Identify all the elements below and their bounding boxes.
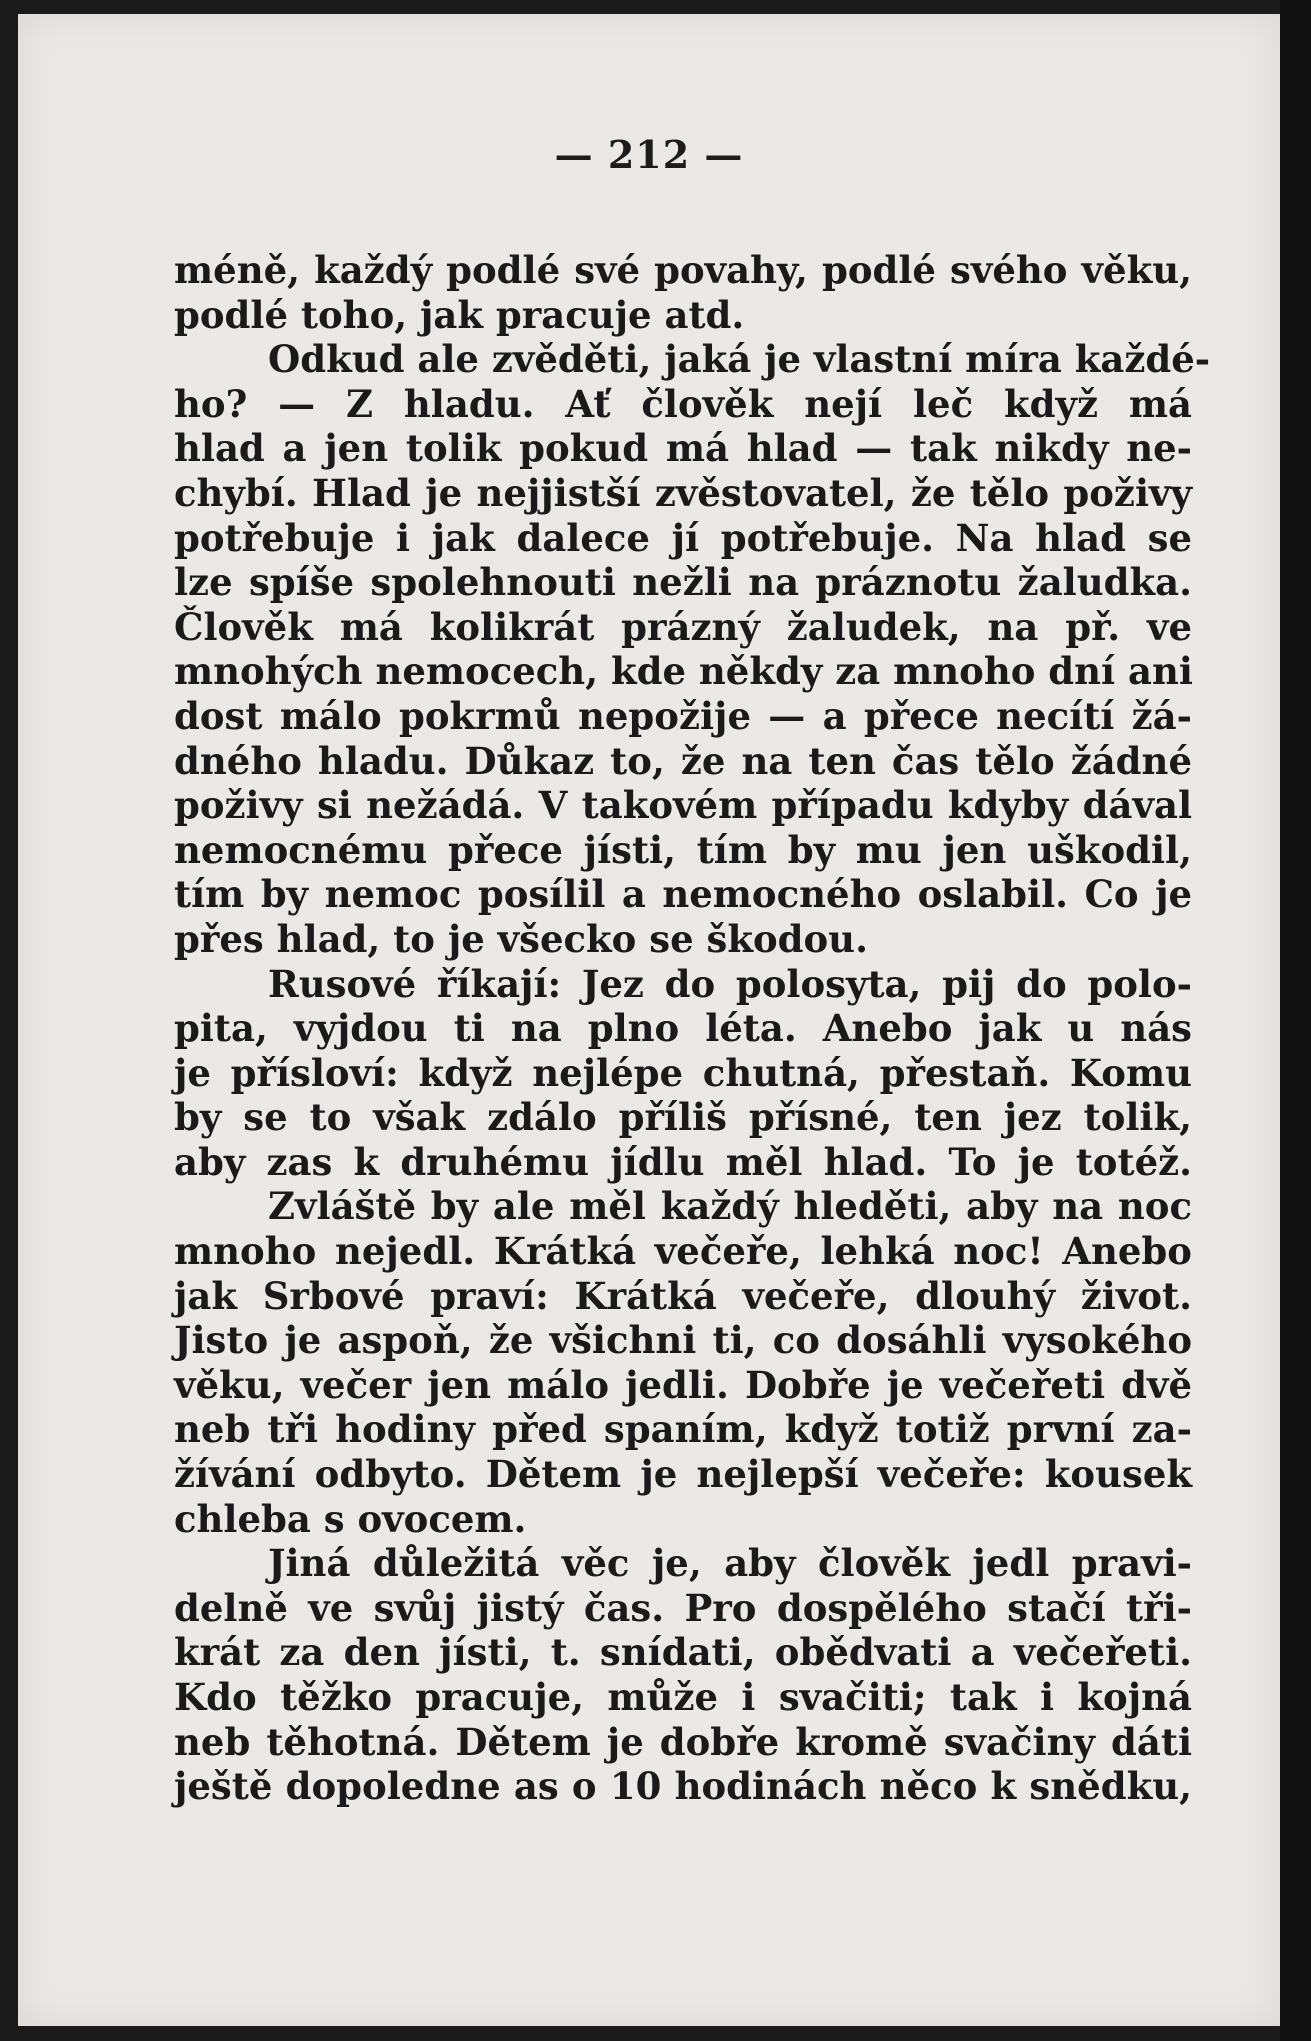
text-line: věku, večer jen málo jedli. Dobře je večeřeti dvě <box>174 1362 1192 1407</box>
text-line: pita, vyjdou ti na plno léta. Anebo jak u nás <box>174 1006 1192 1051</box>
body-text <box>174 248 1211 1809</box>
text-line: Odkud ale zvěděti, jaká je vlastní míra každé- <box>268 337 1211 382</box>
text-line: neb těhotná. Dětem je dobře kromě svačiny dáti <box>174 1719 1192 1764</box>
book-page <box>18 14 1280 2026</box>
text-line: poživy si nežádá. V takovém případu kdyby dával <box>174 783 1192 828</box>
text-line: je přísloví: když nejlépe chutná, přestaň. Komu <box>174 1050 1192 1095</box>
text-line: méně, každý podlé své povahy, podlé svého věku, <box>174 248 1192 292</box>
text-line: hlad a jen tolik pokud má hlad — tak nikdy ne- <box>174 426 1192 471</box>
text-line: tím by nemoc posílil a nemocného oslabil. Co je <box>174 872 1192 917</box>
text-line: jak Srbové praví: Krátká večeře, dlouhý život. <box>174 1273 1192 1318</box>
text-line: Jiná důležitá věc je, aby člověk jedl pravi- <box>268 1541 1192 1586</box>
text-line: podlé toho, jak pracuje atd. <box>174 292 745 337</box>
text-line: Člověk má kolikrát prázný žaludek, na př. ve <box>174 604 1192 649</box>
text-line: neb tři hodiny před spaním, když totiž první za- <box>174 1407 1192 1452</box>
text-line: krát za den jísti, t. snídati, obědvati a večeřeti. <box>174 1630 1192 1675</box>
text-line: delně ve svůj jistý čas. Pro dospělého stačí tři- <box>174 1585 1192 1630</box>
text-line: mnoho nejedl. Krátká večeře, lehká noc! Anebo <box>174 1229 1192 1274</box>
text-line: nemocnému přece jísti, tím by mu jen uškodil, <box>174 827 1192 872</box>
text-line: chybí. Hlad je nejjistší zvěstovatel, že tělo poživy <box>174 470 1192 515</box>
text-line: Jisto je aspoň, že všichni ti, co dosáhli vysokého <box>174 1318 1192 1363</box>
text-line: lze spíše spolehnouti nežli na práznotu žaludka. <box>174 560 1192 605</box>
text-line: Zvláště by ale měl každý hleděti, aby na noc <box>268 1184 1192 1229</box>
text-line: aby zas k druhému jídlu měl hlad. To je totéž. <box>174 1139 1192 1184</box>
text-line: Kdo těžko pracuje, může i svačiti; tak i kojná <box>174 1675 1192 1719</box>
text-line: by se to však zdálo příliš přísné, ten jez tolik, <box>174 1095 1192 1140</box>
text-line: žívání odbyto. Dětem je nejlepší večeře: kousek <box>174 1452 1192 1497</box>
page-number: — 212 — <box>554 132 744 177</box>
text-line: přes hlad, to je všecko se škodou. <box>174 916 868 961</box>
text-line: ho? — Z hladu. Ať člověk nejí leč když má <box>174 381 1192 426</box>
text-line: dného hladu. Důkaz to, že na ten čas tělo žádné <box>174 738 1192 783</box>
text-line: chleba s ovocem. <box>174 1496 527 1541</box>
text-line: mnohých nemocech, kde někdy za mnoho dní ani <box>174 649 1193 694</box>
text-line: dost málo pokrmů nepožije — a přece necítí žá- <box>174 693 1192 738</box>
text-line: ještě dopoledne as o 10 hodinách něco k snědku, <box>174 1764 1192 1809</box>
scan-border <box>1280 0 1311 2041</box>
text-line: potřebuje i jak dalece jí potřebuje. Na hlad se <box>174 515 1192 560</box>
text-line: Rusové říkají: Jez do polosyta, pij do polo- <box>268 961 1192 1006</box>
